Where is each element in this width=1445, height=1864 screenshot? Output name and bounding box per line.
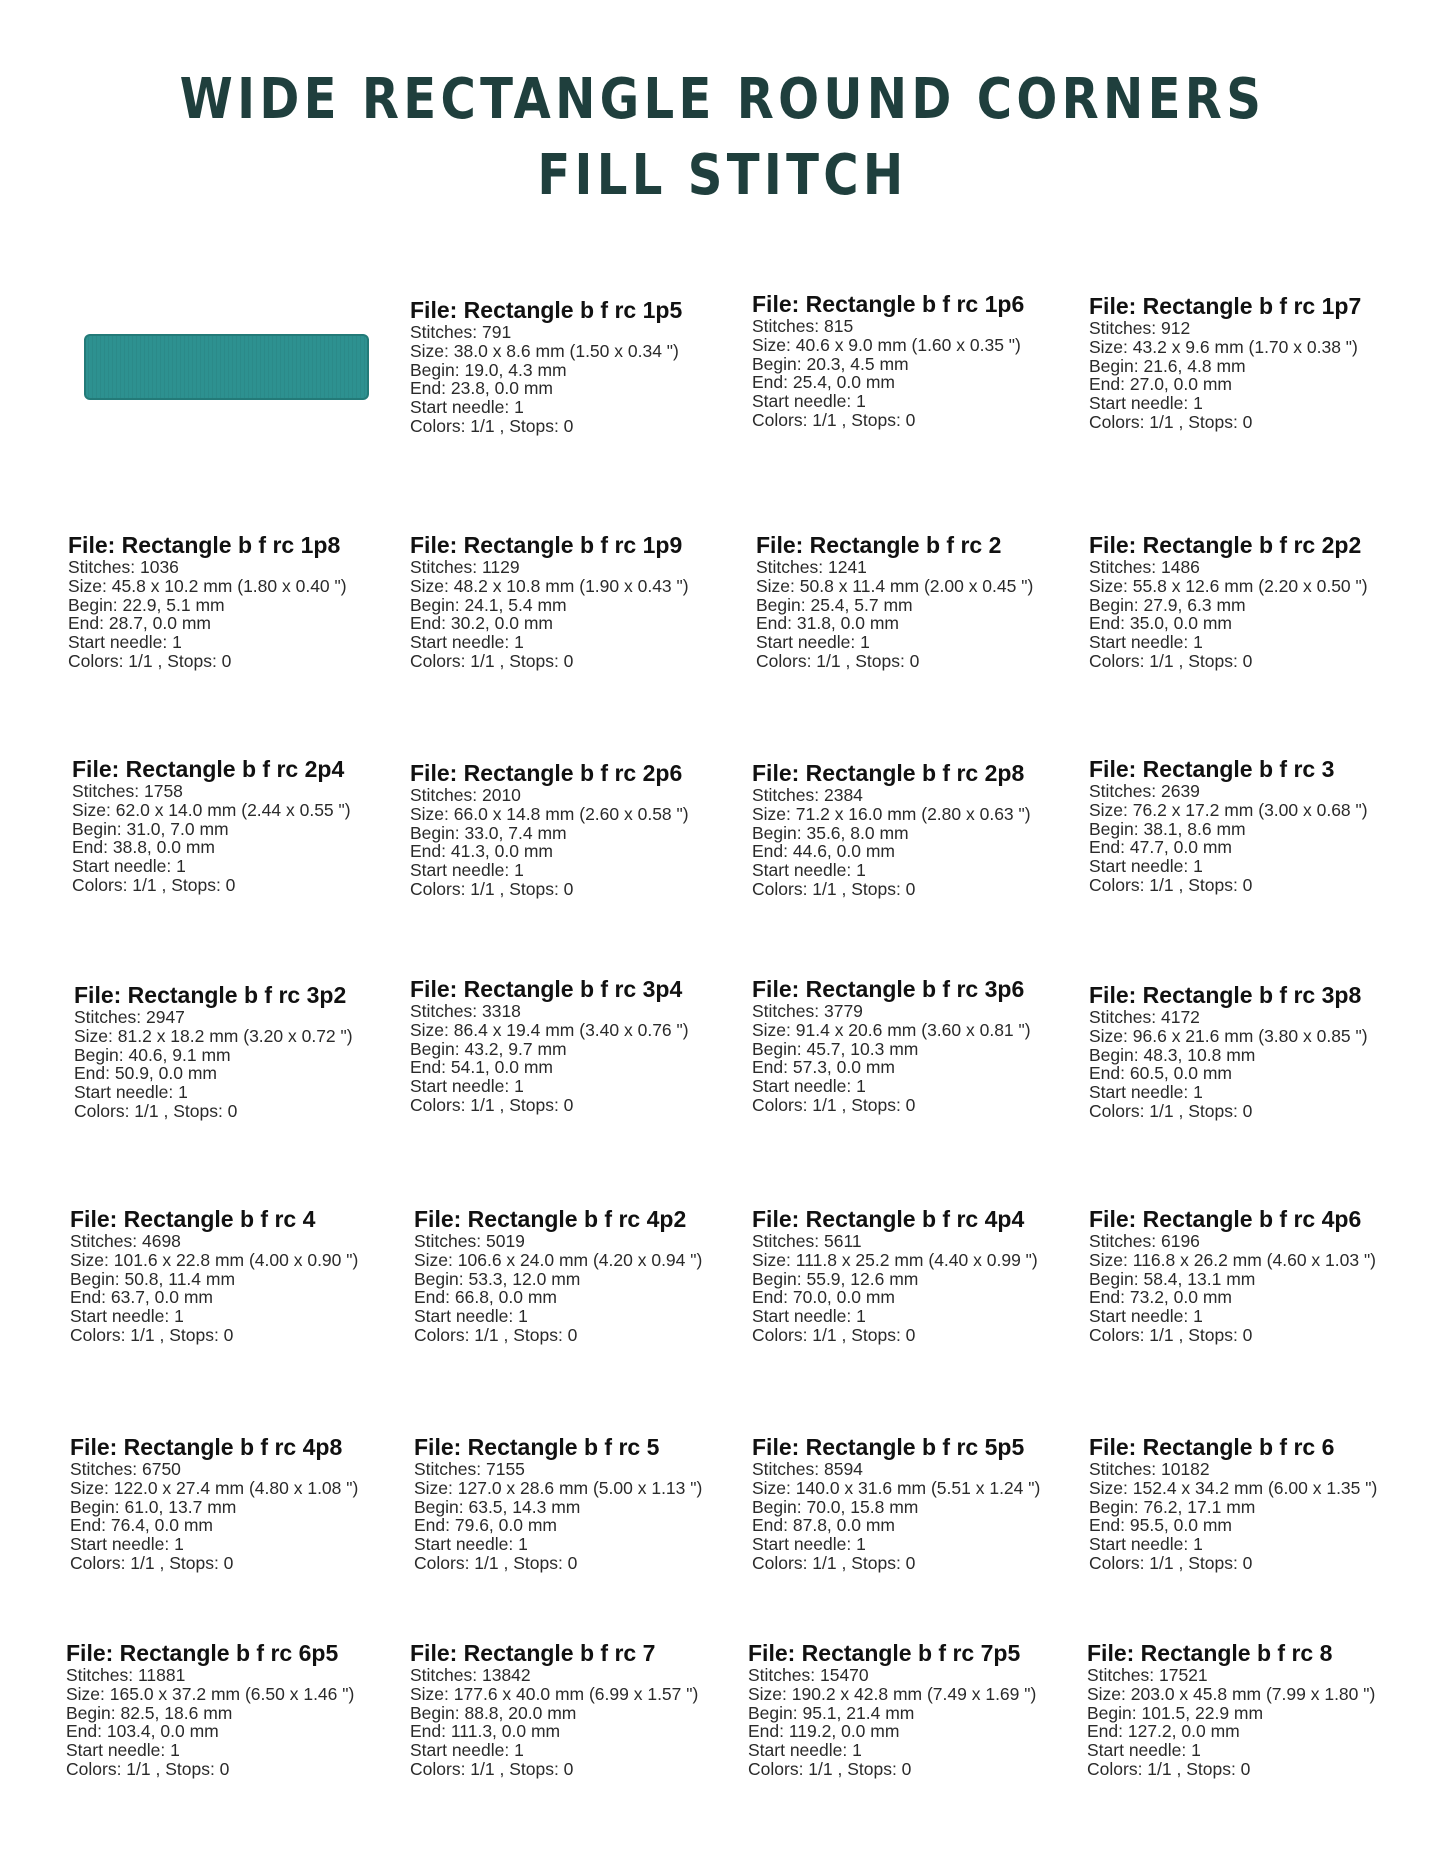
begin-value: Begin: 45.7, 10.3 mm bbox=[752, 1038, 919, 1059]
size-value: Size: 76.2 x 17.2 mm (3.00 x 0.68 ") bbox=[1089, 799, 1368, 820]
start-needle: Start needle: 1 bbox=[410, 1740, 524, 1761]
end-value: End: 54.1, 0.0 mm bbox=[410, 1057, 553, 1078]
stitches-count: Stitches: 11881 bbox=[66, 1665, 186, 1685]
start-needle: Start needle: 1 bbox=[752, 1534, 866, 1555]
colors-stops: Colors: 1/1 , Stops: 0 bbox=[756, 650, 920, 671]
stitches-count: Stitches: 1758 bbox=[72, 781, 183, 801]
colors-stops: Colors: 1/1 , Stops: 0 bbox=[410, 878, 574, 899]
size-value: Size: 96.6 x 21.6 mm (3.80 x 0.85 ") bbox=[1089, 1025, 1368, 1046]
file-name: File: Rectangle b f rc 4p4 bbox=[752, 1206, 1025, 1232]
end-value: End: 70.0, 0.0 mm bbox=[752, 1287, 895, 1308]
begin-value: Begin: 22.9, 5.1 mm bbox=[68, 594, 225, 615]
colors-stops: Colors: 1/1 , Stops: 0 bbox=[752, 878, 916, 899]
file-name: File: Rectangle b f rc 3p4 bbox=[410, 976, 683, 1002]
file-info-card bbox=[752, 976, 1087, 1115]
stitches-count: Stitches: 17521 bbox=[1087, 1665, 1208, 1685]
start-needle: Start needle: 1 bbox=[74, 1082, 188, 1103]
colors-stops: Colors: 1/1 , Stops: 0 bbox=[1089, 650, 1253, 671]
start-needle: Start needle: 1 bbox=[748, 1740, 862, 1761]
stitches-count: Stitches: 5019 bbox=[414, 1231, 525, 1251]
file-name: File: Rectangle b f rc 4 bbox=[70, 1206, 316, 1232]
start-needle: Start needle: 1 bbox=[752, 860, 866, 881]
size-value: Size: 71.2 x 16.0 mm (2.80 x 0.63 ") bbox=[752, 803, 1031, 824]
title-line-2: FILL STITCH bbox=[537, 143, 908, 208]
colors-stops: Colors: 1/1 , Stops: 0 bbox=[68, 650, 232, 671]
size-value: Size: 38.0 x 8.6 mm (1.50 x 0.34 ") bbox=[410, 340, 679, 361]
file-info-card bbox=[752, 291, 1087, 430]
begin-value: Begin: 20.3, 4.5 mm bbox=[752, 353, 909, 374]
begin-value: Begin: 48.3, 10.8 mm bbox=[1089, 1044, 1256, 1065]
file-name: File: Rectangle b f rc 1p8 bbox=[68, 532, 341, 558]
colors-stops: Colors: 1/1 , Stops: 0 bbox=[752, 1094, 916, 1115]
stitches-count: Stitches: 2639 bbox=[1089, 781, 1200, 801]
start-needle: Start needle: 1 bbox=[68, 632, 182, 653]
file-name: File: Rectangle b f rc 2p4 bbox=[72, 756, 345, 782]
begin-value: Begin: 24.1, 5.4 mm bbox=[410, 594, 567, 615]
colors-stops: Colors: 1/1 , Stops: 0 bbox=[752, 1552, 916, 1573]
colors-stops: Colors: 1/1 , Stops: 0 bbox=[1089, 1100, 1253, 1121]
file-name: File: Rectangle b f rc 6p5 bbox=[66, 1640, 339, 1666]
stitches-count: Stitches: 2947 bbox=[74, 1007, 185, 1027]
stitches-count: Stitches: 6750 bbox=[70, 1459, 181, 1479]
start-needle: Start needle: 1 bbox=[1089, 632, 1203, 653]
colors-stops: Colors: 1/1 , Stops: 0 bbox=[1089, 1324, 1253, 1345]
file-name: File: Rectangle b f rc 2p8 bbox=[752, 760, 1025, 786]
start-needle: Start needle: 1 bbox=[1087, 1740, 1201, 1761]
stitches-count: Stitches: 13842 bbox=[410, 1665, 531, 1685]
stitches-count: Stitches: 4172 bbox=[1089, 1007, 1200, 1027]
file-name: File: Rectangle b f rc 1p6 bbox=[752, 291, 1025, 317]
size-value: Size: 122.0 x 27.4 mm (4.80 x 1.08 ") bbox=[70, 1477, 359, 1498]
end-value: End: 35.0, 0.0 mm bbox=[1089, 613, 1232, 634]
colors-stops: Colors: 1/1 , Stops: 0 bbox=[414, 1552, 578, 1573]
file-name: File: Rectangle b f rc 7p5 bbox=[748, 1640, 1021, 1666]
size-value: Size: 106.6 x 24.0 mm (4.20 x 0.94 ") bbox=[414, 1249, 703, 1270]
end-value: End: 119.2, 0.0 mm bbox=[748, 1721, 900, 1742]
file-name: File: Rectangle b f rc 1p5 bbox=[410, 297, 683, 323]
file-info-card bbox=[68, 532, 403, 671]
file-name: File: Rectangle b f rc 2 bbox=[756, 532, 1002, 558]
start-needle: Start needle: 1 bbox=[414, 1534, 528, 1555]
file-info-card bbox=[1089, 1434, 1424, 1573]
end-value: End: 23.8, 0.0 mm bbox=[410, 378, 553, 399]
start-needle: Start needle: 1 bbox=[410, 1076, 524, 1097]
file-name: File: Rectangle b f rc 1p9 bbox=[410, 532, 683, 558]
begin-value: Begin: 38.1, 8.6 mm bbox=[1089, 818, 1246, 839]
end-value: End: 41.3, 0.0 mm bbox=[410, 841, 553, 862]
start-needle: Start needle: 1 bbox=[410, 632, 524, 653]
begin-value: Begin: 33.0, 7.4 mm bbox=[410, 822, 567, 843]
size-value: Size: 165.0 x 37.2 mm (6.50 x 1.46 ") bbox=[66, 1683, 355, 1704]
begin-value: Begin: 40.6, 9.1 mm bbox=[74, 1044, 231, 1065]
begin-value: Begin: 31.0, 7.0 mm bbox=[72, 818, 229, 839]
start-needle: Start needle: 1 bbox=[1089, 1306, 1203, 1327]
file-info-card bbox=[410, 1640, 745, 1779]
start-needle: Start needle: 1 bbox=[410, 860, 524, 881]
end-value: End: 63.7, 0.0 mm bbox=[70, 1287, 213, 1308]
file-info-card bbox=[1089, 1206, 1424, 1345]
begin-value: Begin: 63.5, 14.3 mm bbox=[414, 1496, 581, 1517]
begin-value: Begin: 88.8, 20.0 mm bbox=[410, 1702, 577, 1723]
start-needle: Start needle: 1 bbox=[1089, 393, 1203, 414]
colors-stops: Colors: 1/1 , Stops: 0 bbox=[1089, 1552, 1253, 1573]
size-value: Size: 40.6 x 9.0 mm (1.60 x 0.35 ") bbox=[752, 334, 1021, 355]
start-needle: Start needle: 1 bbox=[1089, 856, 1203, 877]
file-name: File: Rectangle b f rc 3p2 bbox=[74, 982, 347, 1008]
end-value: End: 95.5, 0.0 mm bbox=[1089, 1515, 1232, 1536]
size-value: Size: 91.4 x 20.6 mm (3.60 x 0.81 ") bbox=[752, 1019, 1031, 1040]
file-info-card bbox=[1089, 756, 1424, 895]
file-name: File: Rectangle b f rc 5 bbox=[414, 1434, 660, 1460]
file-info-card bbox=[70, 1434, 405, 1573]
begin-value: Begin: 70.0, 15.8 mm bbox=[752, 1496, 919, 1517]
start-needle: Start needle: 1 bbox=[414, 1306, 528, 1327]
size-value: Size: 111.8 x 25.2 mm (4.40 x 0.99 ") bbox=[752, 1249, 1038, 1270]
stitches-count: Stitches: 7155 bbox=[414, 1459, 525, 1479]
start-needle: Start needle: 1 bbox=[70, 1306, 184, 1327]
stitches-count: Stitches: 3779 bbox=[752, 1001, 863, 1021]
end-value: End: 66.8, 0.0 mm bbox=[414, 1287, 557, 1308]
file-info-card bbox=[72, 756, 407, 895]
stitches-count: Stitches: 815 bbox=[752, 316, 854, 336]
file-info-card bbox=[1087, 1640, 1422, 1779]
size-value: Size: 66.0 x 14.8 mm (2.60 x 0.58 ") bbox=[410, 803, 689, 824]
end-value: End: 30.2, 0.0 mm bbox=[410, 613, 553, 634]
file-name: File: Rectangle b f rc 4p6 bbox=[1089, 1206, 1362, 1232]
end-value: End: 44.6, 0.0 mm bbox=[752, 841, 895, 862]
stitches-count: Stitches: 912 bbox=[1089, 318, 1191, 338]
stitches-count: Stitches: 1486 bbox=[1089, 557, 1200, 577]
size-value: Size: 55.8 x 12.6 mm (2.20 x 0.50 ") bbox=[1089, 575, 1368, 596]
file-name: File: Rectangle b f rc 1p7 bbox=[1089, 293, 1362, 319]
stitches-count: Stitches: 1036 bbox=[68, 557, 179, 577]
begin-value: Begin: 55.9, 12.6 mm bbox=[752, 1268, 919, 1289]
colors-stops: Colors: 1/1 , Stops: 0 bbox=[70, 1552, 234, 1573]
stitches-count: Stitches: 5611 bbox=[752, 1231, 862, 1251]
file-name: File: Rectangle b f rc 2p2 bbox=[1089, 532, 1362, 558]
file-info-card bbox=[414, 1434, 749, 1573]
stitches-count: Stitches: 791 bbox=[410, 322, 512, 342]
start-needle: Start needle: 1 bbox=[752, 391, 866, 412]
file-name: File: Rectangle b f rc 4p2 bbox=[414, 1206, 687, 1232]
start-needle: Start needle: 1 bbox=[756, 632, 870, 653]
begin-value: Begin: 101.5, 22.9 mm bbox=[1087, 1702, 1264, 1723]
stitches-count: Stitches: 4698 bbox=[70, 1231, 181, 1251]
end-value: End: 103.4, 0.0 mm bbox=[66, 1721, 219, 1742]
colors-stops: Colors: 1/1 , Stops: 0 bbox=[66, 1758, 230, 1779]
file-info-card bbox=[66, 1640, 401, 1779]
file-info-card bbox=[1089, 982, 1424, 1121]
stitches-count: Stitches: 2010 bbox=[410, 785, 521, 805]
end-value: End: 28.7, 0.0 mm bbox=[68, 613, 211, 634]
begin-value: Begin: 50.8, 11.4 mm bbox=[70, 1268, 236, 1289]
file-name: File: Rectangle b f rc 5p5 bbox=[752, 1434, 1025, 1460]
size-value: Size: 127.0 x 28.6 mm (5.00 x 1.13 ") bbox=[414, 1477, 703, 1498]
colors-stops: Colors: 1/1 , Stops: 0 bbox=[414, 1324, 578, 1345]
colors-stops: Colors: 1/1 , Stops: 0 bbox=[748, 1758, 912, 1779]
colors-stops: Colors: 1/1 , Stops: 0 bbox=[410, 1094, 574, 1115]
file-info-card bbox=[752, 1434, 1087, 1573]
colors-stops: Colors: 1/1 , Stops: 0 bbox=[72, 874, 236, 895]
end-value: End: 27.0, 0.0 mm bbox=[1089, 374, 1232, 395]
size-value: Size: 190.2 x 42.8 mm (7.49 x 1.69 ") bbox=[748, 1683, 1037, 1704]
start-needle: Start needle: 1 bbox=[72, 856, 186, 877]
file-name: File: Rectangle b f rc 3 bbox=[1089, 756, 1335, 782]
end-value: End: 76.4, 0.0 mm bbox=[70, 1515, 213, 1536]
colors-stops: Colors: 1/1 , Stops: 0 bbox=[74, 1100, 238, 1121]
colors-stops: Colors: 1/1 , Stops: 0 bbox=[752, 409, 916, 430]
begin-value: Begin: 58.4, 13.1 mm bbox=[1089, 1268, 1256, 1289]
start-needle: Start needle: 1 bbox=[70, 1534, 184, 1555]
title-line-1: WIDE RECTANGLE ROUND CORNERS bbox=[179, 67, 1266, 132]
size-value: Size: 43.2 x 9.6 mm (1.70 x 0.38 ") bbox=[1089, 336, 1358, 357]
colors-stops: Colors: 1/1 , Stops: 0 bbox=[1087, 1758, 1251, 1779]
size-value: Size: 81.2 x 18.2 mm (3.20 x 0.72 ") bbox=[74, 1025, 353, 1046]
size-value: Size: 203.0 x 45.8 mm (7.99 x 1.80 ") bbox=[1087, 1683, 1376, 1704]
stitches-count: Stitches: 3318 bbox=[410, 1001, 521, 1021]
file-info-card bbox=[410, 976, 745, 1115]
end-value: End: 25.4, 0.0 mm bbox=[752, 372, 895, 393]
end-value: End: 31.8, 0.0 mm bbox=[756, 613, 899, 634]
end-value: End: 79.6, 0.0 mm bbox=[414, 1515, 557, 1536]
stitches-count: Stitches: 1129 bbox=[410, 557, 520, 577]
file-info-card bbox=[1089, 532, 1424, 671]
start-needle: Start needle: 1 bbox=[752, 1076, 866, 1097]
start-needle: Start needle: 1 bbox=[66, 1740, 180, 1761]
file-name: File: Rectangle b f rc 2p6 bbox=[410, 760, 683, 786]
file-name: File: Rectangle b f rc 4p8 bbox=[70, 1434, 343, 1460]
colors-stops: Colors: 1/1 , Stops: 0 bbox=[410, 650, 574, 671]
size-value: Size: 140.0 x 31.6 mm (5.51 x 1.24 ") bbox=[752, 1477, 1041, 1498]
size-value: Size: 116.8 x 26.2 mm (4.60 x 1.03 ") bbox=[1089, 1249, 1376, 1270]
file-info-card bbox=[74, 982, 409, 1121]
end-value: End: 111.3, 0.0 mm bbox=[410, 1721, 561, 1742]
size-value: Size: 62.0 x 14.0 mm (2.44 x 0.55 ") bbox=[72, 799, 351, 820]
begin-value: Begin: 76.2, 17.1 mm bbox=[1089, 1496, 1256, 1517]
end-value: End: 60.5, 0.0 mm bbox=[1089, 1063, 1232, 1084]
size-value: Size: 45.8 x 10.2 mm (1.80 x 0.40 ") bbox=[68, 575, 347, 596]
start-needle: Start needle: 1 bbox=[1089, 1534, 1203, 1555]
size-value: Size: 152.4 x 34.2 mm (6.00 x 1.35 ") bbox=[1089, 1477, 1378, 1498]
file-info-card bbox=[748, 1640, 1083, 1779]
stitches-count: Stitches: 6196 bbox=[1089, 1231, 1200, 1251]
colors-stops: Colors: 1/1 , Stops: 0 bbox=[410, 415, 574, 436]
begin-value: Begin: 35.6, 8.0 mm bbox=[752, 822, 909, 843]
start-needle: Start needle: 1 bbox=[410, 397, 524, 418]
end-value: End: 127.2, 0.0 mm bbox=[1087, 1721, 1240, 1742]
size-value: Size: 101.6 x 22.8 mm (4.00 x 0.90 ") bbox=[70, 1249, 359, 1270]
file-info-card bbox=[1089, 293, 1424, 432]
file-name: File: Rectangle b f rc 3p8 bbox=[1089, 982, 1362, 1008]
size-value: Size: 50.8 x 11.4 mm (2.00 x 0.45 ") bbox=[756, 575, 1034, 596]
file-info-card bbox=[70, 1206, 405, 1345]
begin-value: Begin: 27.9, 6.3 mm bbox=[1089, 594, 1246, 615]
size-value: Size: 86.4 x 19.4 mm (3.40 x 0.76 ") bbox=[410, 1019, 689, 1040]
begin-value: Begin: 61.0, 13.7 mm bbox=[70, 1496, 237, 1517]
stitches-count: Stitches: 10182 bbox=[1089, 1459, 1210, 1479]
end-value: End: 87.8, 0.0 mm bbox=[752, 1515, 895, 1536]
colors-stops: Colors: 1/1 , Stops: 0 bbox=[410, 1758, 574, 1779]
end-value: End: 73.2, 0.0 mm bbox=[1089, 1287, 1232, 1308]
file-name: File: Rectangle b f rc 8 bbox=[1087, 1640, 1333, 1666]
stitches-count: Stitches: 8594 bbox=[752, 1459, 863, 1479]
size-value: Size: 177.6 x 40.0 mm (6.99 x 1.57 ") bbox=[410, 1683, 699, 1704]
file-info-card bbox=[414, 1206, 749, 1345]
file-info-card bbox=[410, 532, 745, 671]
end-value: End: 50.9, 0.0 mm bbox=[74, 1063, 217, 1084]
size-value: Size: 48.2 x 10.8 mm (1.90 x 0.43 ") bbox=[410, 575, 689, 596]
stitches-count: Stitches: 15470 bbox=[748, 1665, 869, 1685]
stitches-count: Stitches: 2384 bbox=[752, 785, 863, 805]
file-name: File: Rectangle b f rc 6 bbox=[1089, 1434, 1335, 1460]
colors-stops: Colors: 1/1 , Stops: 0 bbox=[752, 1324, 916, 1345]
begin-value: Begin: 53.3, 12.0 mm bbox=[414, 1268, 581, 1289]
file-name: File: Rectangle b f rc 7 bbox=[410, 1640, 656, 1666]
begin-value: Begin: 43.2, 9.7 mm bbox=[410, 1038, 567, 1059]
begin-value: Begin: 21.6, 4.8 mm bbox=[1089, 355, 1246, 376]
stitches-count: Stitches: 1241 bbox=[756, 557, 867, 577]
end-value: End: 57.3, 0.0 mm bbox=[752, 1057, 895, 1078]
file-info-card bbox=[410, 760, 745, 899]
colors-stops: Colors: 1/1 , Stops: 0 bbox=[70, 1324, 234, 1345]
start-needle: Start needle: 1 bbox=[1089, 1082, 1203, 1103]
start-needle: Start needle: 1 bbox=[752, 1306, 866, 1327]
colors-stops: Colors: 1/1 , Stops: 0 bbox=[1089, 874, 1253, 895]
file-info-card bbox=[410, 297, 745, 436]
file-info-card bbox=[752, 1206, 1087, 1345]
begin-value: Begin: 95.1, 21.4 mm bbox=[748, 1702, 915, 1723]
end-value: End: 47.7, 0.0 mm bbox=[1089, 837, 1232, 858]
begin-value: Begin: 25.4, 5.7 mm bbox=[756, 594, 913, 615]
file-name: File: Rectangle b f rc 3p6 bbox=[752, 976, 1025, 1002]
colors-stops: Colors: 1/1 , Stops: 0 bbox=[1089, 411, 1253, 432]
begin-value: Begin: 19.0, 4.3 mm bbox=[410, 359, 567, 380]
file-info-card bbox=[756, 532, 1091, 671]
end-value: End: 38.8, 0.0 mm bbox=[72, 837, 215, 858]
file-info-card bbox=[752, 760, 1087, 899]
begin-value: Begin: 82.5, 18.6 mm bbox=[66, 1702, 233, 1723]
